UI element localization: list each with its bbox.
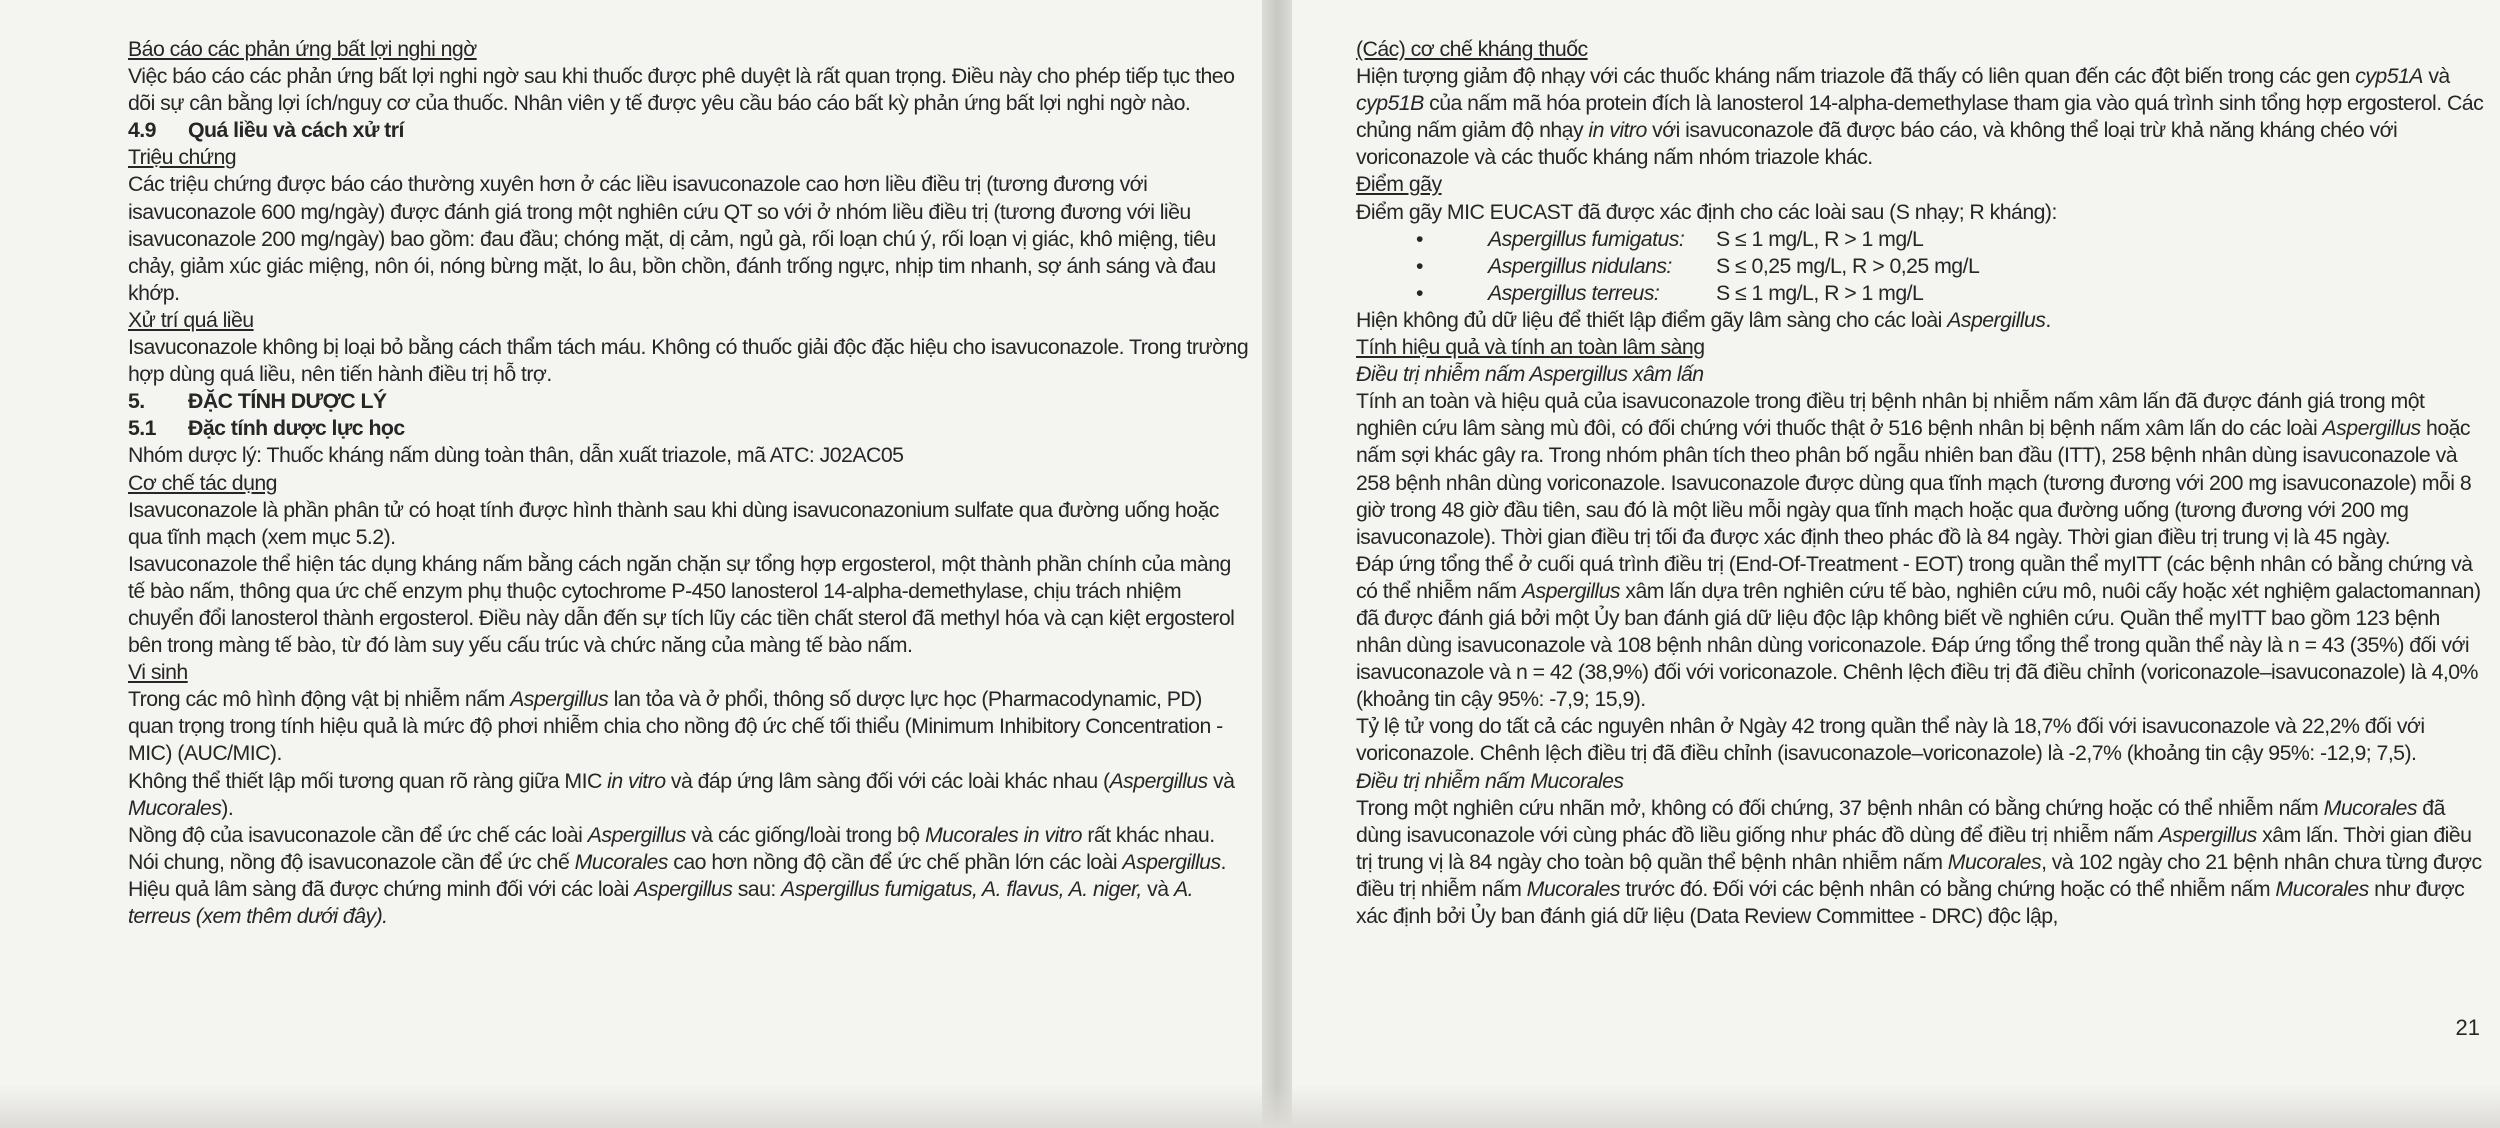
italic-run: Mucorales bbox=[2275, 876, 2369, 901]
breakpoint-item bbox=[1356, 280, 2486, 307]
text-run: xâm lấn dựa trên nghiên cứu tế bào, nghiên cứu mô, nuôi cấy hoặc xét nghiệm galactomannan) đã được đánh giá bởi một Ủy ban đánh giá dữ liệu độc lập không biết về nghiên cứu. Quần thể myITT bao gồm 123 bệnh nhân dùng isavuconazole và 108 bệnh nhân dùng voriconazole. Đáp ứng tổng thể trong quần thể này là n = 43 (35%) đối với isavuconazole và n = 42 (38,9%) đối với voriconazole. Chênh lệch điều trị đã điều chỉnh (voriconazole–isavuconazole) là 4,0% (khoảng tin cậy 95%: -7,9; 15,9). bbox=[1356, 578, 2481, 712]
breakpoint-item bbox=[1356, 253, 2486, 280]
right-column bbox=[1356, 36, 2486, 930]
microbiology-paragraph-1 bbox=[128, 686, 1250, 767]
text-run: . bbox=[2045, 307, 2051, 332]
italic-run: Aspergillus bbox=[1122, 849, 1221, 874]
microbiology-paragraph-3 bbox=[128, 822, 1250, 876]
italic-run: A. terreus (xem thêm dưới đây). bbox=[128, 876, 1193, 928]
italic-run: Mucorales bbox=[2323, 795, 2417, 820]
page-gutter bbox=[1262, 0, 1292, 1128]
italic-run: Mucorales bbox=[1526, 876, 1620, 901]
text-run: Tính an toàn và hiệu quả của isavuconazole trong điều trị bệnh nhân bị nhiễm nấm xâm lấn đã được đánh giá trong một nghiên cứu lâm sàng mù đôi, có đối chứng với thuốc thật ở 516 bệnh nhân bị bệnh nấm xâm lấn do các loài bbox=[1356, 389, 2425, 441]
italic-run: Mucorales bbox=[574, 849, 668, 874]
text-run: cao hơn nồng độ cần để ức chế phần lớn các loài bbox=[667, 849, 1123, 874]
breakpoint-value: S ≤ 1 mg/L, R > 1 mg/L bbox=[1716, 226, 1924, 251]
aspergillus-paragraph-2 bbox=[1356, 551, 2486, 714]
resistance-heading: (Các) cơ chế kháng thuốc bbox=[1356, 37, 1588, 61]
aspergillus-heading: Điều trị nhiễm nấm Aspergillus xâm lấn bbox=[1356, 362, 1704, 387]
text-run: và bbox=[1207, 768, 1235, 793]
italic-run: Mucorales in vitro bbox=[924, 822, 1082, 847]
symptoms-text: Các triệu chứng được báo cáo thường xuyên hơn ở các liều isavuconazole cao hơn liều điều trị (tương đương với isavuconazole 600 mg/ngày) được đánh giá trong một nghiên cứu QT so với ở nhóm liều điều trị (tương đương với liều isavuconazole 200 mg/ngày) bao gồm: đau đầu; chóng mặt, dị cảm, ngủ gà, rối loạn chú ý, rối loạn vị giác, khô miệng, tiêu chảy, giảm xúc giác miệng, nôn ói, nóng bừng mặt, lo âu, bồn chồn, đánh trống ngực, nhịp tim nhanh, sợ ánh sáng và đau khớp. bbox=[128, 172, 1216, 305]
aspergillus-paragraph-3: Tỷ lệ tử vong do tất cả các nguyên nhân ở Ngày 42 trong quần thể này là 18,7% đối với isavuconazole và 22,2% đối với voriconazole. Chênh lệch điều trị đã điều chỉnh (isavuconazole–voriconazole) là -2,7% (khoảng tin cậy 95%: -12,9; 7,5). bbox=[1356, 714, 2425, 766]
text-run: . bbox=[1220, 849, 1226, 874]
overdose-text: Isavuconazole không bị loại bỏ bằng cách thẩm tách máu. Không có thuốc giải độc đặc hiệu cho isavuconazole. Trong trường hợp dùng quá liều, nên tiến hành điều trị hỗ trợ. bbox=[128, 335, 1249, 387]
section-number: 4.9 bbox=[128, 118, 156, 143]
text-run: Hiệu quả lâm sàng đã được chứng minh đối với các loài bbox=[128, 876, 635, 901]
section-5-1-heading bbox=[128, 415, 1250, 442]
text-run: sau: bbox=[732, 876, 782, 901]
text-run: và bbox=[2422, 64, 2450, 89]
symptoms-heading: Triệu chứng bbox=[128, 145, 237, 170]
text-run: rất khác nhau. Nói chung, nồng độ isavuconazole cần để ức chế bbox=[128, 822, 1215, 874]
left-column bbox=[128, 36, 1250, 930]
italic-run: Aspergillus fumigatus, A. flavus, A. niger, bbox=[781, 876, 1142, 901]
organism-name: Aspergillus terreus: bbox=[1488, 280, 1660, 305]
moa-heading: Cơ chế tác dụng bbox=[128, 470, 277, 495]
section-number: 5. bbox=[128, 389, 145, 414]
aspergillus-paragraph-1 bbox=[1356, 388, 2486, 551]
italic-run: Aspergillus bbox=[587, 822, 686, 847]
adr-text: Việc báo cáo các phản ứng bất lợi nghi ngờ sau khi thuốc được phê duyệt là rất quan trọng. Điều này cho phép tiếp tục theo dõi sự cân bằng lợi ích/nguy cơ của thuốc. Nhân viên y tế được yêu cầu báo cáo bất kỳ phản ứng bất lợi nghi ngờ nào. bbox=[128, 64, 1235, 116]
text-run: như được xác định bởi Ủy ban đánh giá dữ liệu (Data Review Committee - DRC) độc lập, bbox=[1356, 876, 2465, 928]
breakpoints-list bbox=[1356, 226, 2486, 307]
italic-run: Mucorales bbox=[128, 795, 222, 820]
adr-heading: Báo cáo các phản ứng bất lợi nghi ngờ bbox=[128, 37, 477, 61]
text-run: Hiện tượng giảm độ nhạy với các thuốc kháng nấm triazole đã thấy có liên quan đến các đột biến trong các gen bbox=[1356, 64, 2356, 89]
text-run: và đáp ứng lâm sàng đối với các loài khác nhau ( bbox=[665, 768, 1110, 793]
italic-run: Mucorales bbox=[1947, 849, 2042, 874]
text-run: Đáp ứng tổng thể ở cuối quá trình điều trị (End-Of-Treatment - EOT) trong quần thể myITT (các bệnh nhân có bằng chứng và có thể nhiễm nấm bbox=[1356, 551, 2473, 603]
text-run: Nồng độ của isavuconazole cần để ức chế các loài bbox=[128, 822, 588, 847]
text-run: Trong một nghiên cứu nhãn mở, không có đối chứng, 37 bệnh nhân có bằng chứng hoặc có thể nhiễm nấm bbox=[1356, 795, 2324, 820]
breakpoint-value: S ≤ 0,25 mg/L, R > 0,25 mg/L bbox=[1716, 253, 1980, 278]
mucorales-heading: Điều trị nhiễm nấm Mucorales bbox=[1356, 768, 1624, 793]
text-run: đã dùng isavuconazole với cùng phác đồ liều giống như phác đồ dùng để điều trị nhiễm nấm bbox=[1356, 795, 2445, 847]
italic-run: in vitro bbox=[607, 768, 666, 793]
text-run: và các giống/loài trong bộ bbox=[685, 822, 925, 847]
section-5-heading bbox=[128, 388, 1250, 415]
moa-paragraph-1: Isavuconazole là phần phân tử có hoạt tính được hình thành sau khi dùng isavuconazonium sulfate qua đường uống hoặc qua tĩnh mạch (xem mục 5.2). bbox=[128, 497, 1219, 549]
italic-run: Aspergillus bbox=[2322, 416, 2421, 441]
italic-run: Aspergillus bbox=[1521, 578, 1620, 603]
text-run: hoặc nấm sợi khác gây ra. Trong nhóm phân tích theo phân bố ngẫu nhiên ban đầu (ITT), 258 bệnh nhân dùng isavuconazole và 258 bệnh nhân dùng voriconazole. Isavuconazole được dùng qua tĩnh mạch (tương đương với 200 mg isavuconazole) mỗi 8 giờ trong 48 giờ đầu tiên, sau đó là một liều mỗi ngày qua tĩnh mạch hoặc qua đường uống (tương đương với 200 mg isavuconazole). Thời gian điều trị tối đa được xác định theo phác đồ là 84 ngày. Thời gian điều trị trung vị là 45 ngày. bbox=[1356, 416, 2472, 549]
moa-paragraph-2: Isavuconazole thể hiện tác dụng kháng nấm bằng cách ngăn chặn sự tổng hợp ergosterol, một thành phần chính của màng tế bào nấm, thông qua ức chế enzym phụ thuộc cytochrome P-450 lanosterol 14-alpha-demethylase, chịu trách nhiệm chuyển đổi lanosterol thành ergosterol. Điều này dẫn đến sự tích lũy các tiền chất sterol đã methyl hóa và cạn kiệt ergosterol bên trong màng tế bào, từ đó làm suy yếu cấu trúc và chức năng của màng tế bào nấm. bbox=[128, 551, 1235, 658]
page-bottom-shadow bbox=[0, 1085, 2500, 1128]
italic-run: cyp51A bbox=[2355, 64, 2423, 89]
text-run: Không thể thiết lập mối tương quan rõ ràng giữa MIC bbox=[128, 768, 608, 793]
italic-run: Aspergillus bbox=[1947, 307, 2046, 332]
efficacy-heading: Tính hiệu quả và tính an toàn lâm sàng bbox=[1356, 335, 1705, 360]
overdose-heading: Xử trí quá liều bbox=[128, 307, 254, 332]
resistance-text bbox=[1356, 63, 2486, 171]
right-page bbox=[1292, 0, 2500, 1128]
text-run: Trong các mô hình động vật bị nhiễm nấm bbox=[128, 687, 511, 712]
breakpoint-value: S ≤ 1 mg/L, R > 1 mg/L bbox=[1716, 280, 1924, 305]
mucorales-paragraph bbox=[1356, 795, 2486, 930]
italic-run: Aspergillus bbox=[634, 876, 733, 901]
organism-name: Aspergillus nidulans: bbox=[1488, 253, 1672, 278]
page-number: 21 bbox=[2455, 1015, 2480, 1040]
text-run: với isavuconazole đã được báo cáo, và không thể loại trừ khả năng kháng chéo với voriconazole và các thuốc kháng nấm nhóm triazole khác. bbox=[1356, 118, 2398, 170]
breakpoints-note bbox=[1356, 307, 2486, 334]
section-title: ĐẶC TÍNH DƯỢC LÝ bbox=[188, 389, 387, 414]
microbiology-paragraph-4 bbox=[128, 876, 1250, 930]
microbiology-paragraph-2 bbox=[128, 768, 1250, 822]
breakpoint-item bbox=[1356, 226, 2486, 253]
text-run: ). bbox=[221, 795, 234, 820]
organism-name: Aspergillus fumigatus: bbox=[1488, 226, 1685, 251]
italic-run: Aspergillus bbox=[510, 687, 609, 712]
microbiology-heading: Vi sinh bbox=[128, 660, 188, 685]
text-run: và bbox=[1141, 876, 1174, 901]
text-run: Hiện không đủ dữ liệu để thiết lập điểm gãy lâm sàng cho các loài bbox=[1356, 307, 1948, 332]
italic-run: Aspergillus bbox=[2158, 822, 2257, 847]
text-run: của nấm mã hóa protein đích là lanosterol 14-alpha-demethylase tham gia vào quá trình sinh tổng hợp ergosterol. Các chủng nấm giảm độ nhạy bbox=[1356, 91, 2484, 143]
section-title: Đặc tính dược lực học bbox=[188, 416, 405, 441]
italic-run: in vitro bbox=[1588, 118, 1647, 143]
section-number: 5.1 bbox=[128, 416, 156, 441]
text-run: trước đó. Đối với các bệnh nhân có bằng chứng hoặc có thể nhiễm nấm bbox=[1619, 876, 2276, 901]
breakpoints-intro: Điểm gãy MIC EUCAST đã được xác định cho các loài sau (S nhạy; R kháng): bbox=[1356, 199, 2057, 224]
text-run: lan tỏa và ở phổi, thông số dược lực học (Pharmacodynamic, PD) quan trọng trong tính hiệu quả là mức độ phơi nhiễm chia cho nồng độ ức chế tối thiểu (Minimum Inhibitory Concentration - MIC) (AUC/MIC). bbox=[128, 687, 1223, 766]
text-run: xâm lấn. Thời gian điều trị trung vị là 84 ngày cho toàn bộ quần thể bệnh nhân nhiễm nấm bbox=[1356, 822, 2472, 874]
text-run: , và 102 ngày cho 21 bệnh nhân chưa từng được điều trị nhiễm nấm bbox=[1356, 849, 2482, 901]
breakpoints-heading: Điểm gãy bbox=[1356, 172, 1442, 197]
pharm-group: Nhóm dược lý: Thuốc kháng nấm dùng toàn thân, dẫn xuất triazole, mã ATC: J02AC05 bbox=[128, 443, 904, 468]
section-title: Quá liều và cách xử trí bbox=[188, 118, 404, 143]
section-4-9-heading bbox=[128, 117, 1250, 144]
italic-run: cyp51B bbox=[1356, 91, 1424, 116]
italic-run: Aspergillus bbox=[1109, 768, 1208, 793]
